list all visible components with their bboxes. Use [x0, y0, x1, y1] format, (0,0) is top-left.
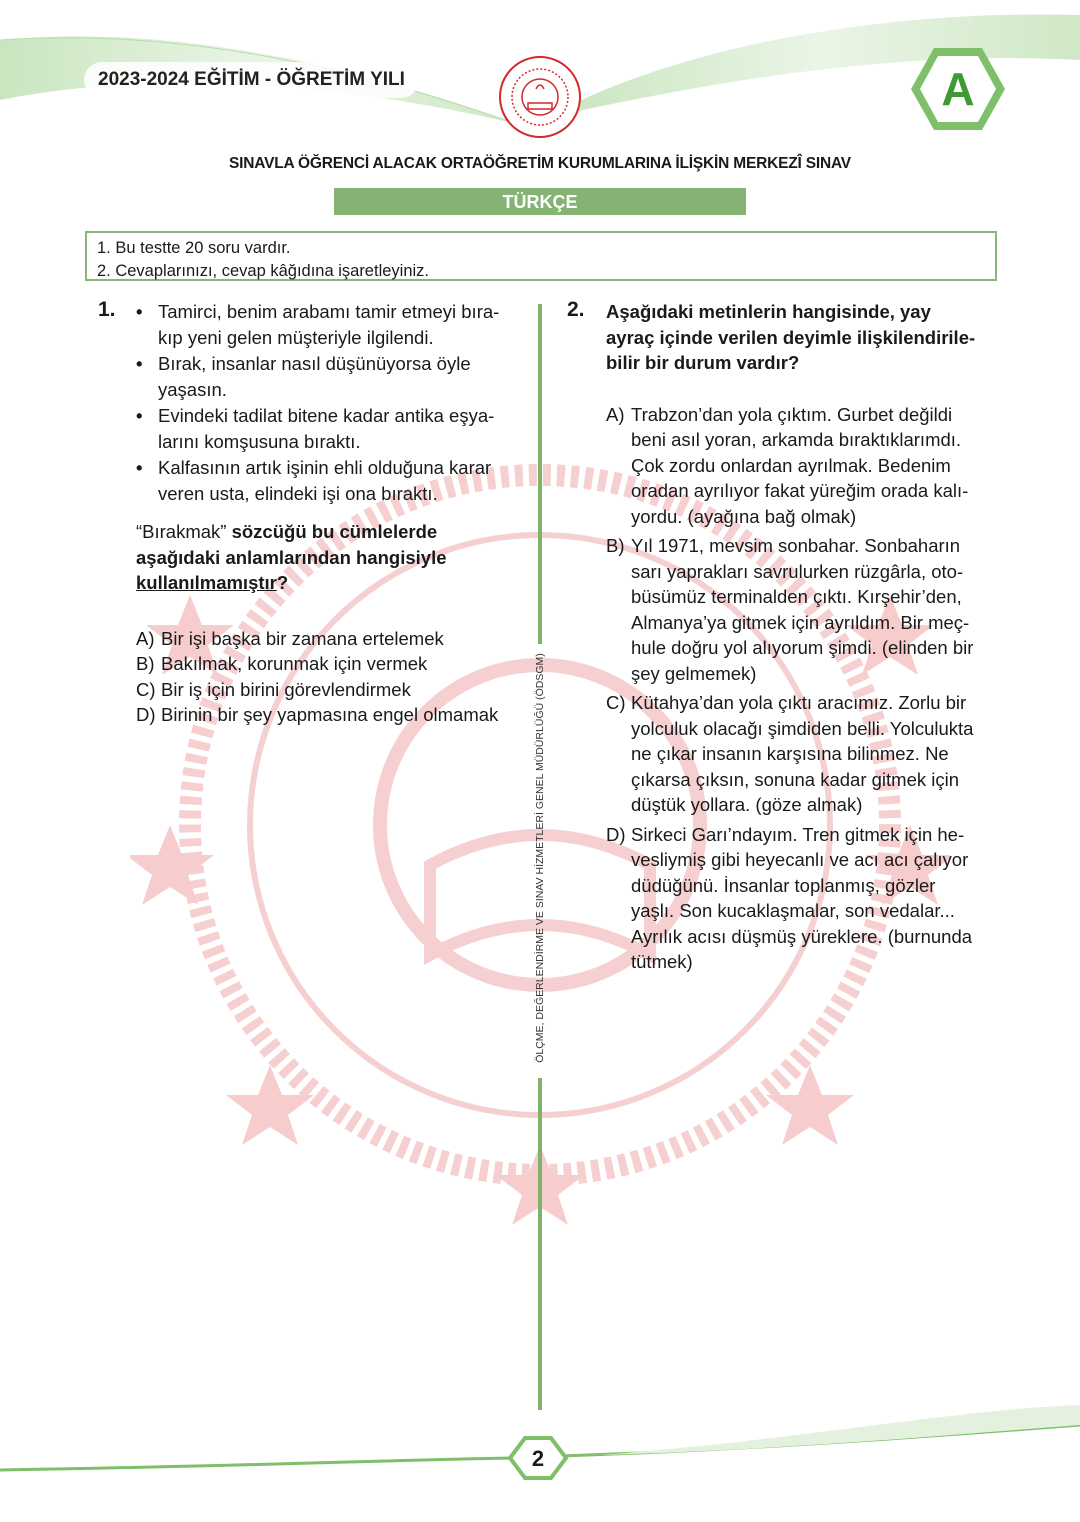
- option-letter: D): [606, 823, 626, 845]
- option-line: oradan ayrılıyor fakat yüreğim orada kalı-: [631, 480, 969, 501]
- option-letter: C): [136, 678, 156, 700]
- option-a: [606, 402, 1006, 530]
- question-2-stem: [606, 299, 1006, 376]
- stem-quote: “Bırakmak”: [136, 521, 227, 542]
- option-line: düştük yollara. (göze almak): [631, 794, 863, 815]
- option-line: yolculuk olacağı şimdiden belli. Yolculukta: [631, 717, 974, 739]
- question-1: [136, 299, 536, 728]
- option-line: Kütahya’dan yola çıktı aracımız. Zorlu bir: [631, 692, 967, 713]
- option-letter: D): [136, 704, 156, 725]
- bullet-sentence: [136, 455, 536, 506]
- option-line: Çok zordu onlardan ayrılmak. Bedenim: [631, 454, 951, 476]
- instruction-1: 1. Bu testte 20 soru vardır.: [97, 239, 291, 257]
- option-letter: B): [136, 653, 155, 674]
- option-line: sarı yaprakları savrulurken rüzgârla, oto-: [631, 560, 964, 582]
- booklet-letter: A: [941, 63, 975, 115]
- option-b: [136, 651, 536, 677]
- bullet-line: • Kalfasının artık işinin ehli olduğuna karar: [158, 457, 492, 478]
- stem-underlined: kullanılmamıştır: [136, 572, 277, 593]
- option-text: Bakılmak, korunmak için vermek: [161, 653, 428, 674]
- option-letter: B): [606, 535, 625, 556]
- side-text: ÖLÇME, DEĞERLENDİRME VE SINAV HİZMETLERİ GENEL MÜDÜRLÜĞÜ (ÖDSGM): [534, 653, 546, 1063]
- ministry-logo: [498, 55, 582, 139]
- bullet-line: • Tamirci, benim arabamı tamir etmeyi bıra-: [158, 301, 500, 322]
- instruction-2: 2. Cevaplarınızı, cevap kâğıdına işaretleyiniz.: [97, 262, 430, 280]
- option-letter: A): [136, 627, 155, 649]
- option-line: ne çıkar insanın karşısına bilinmez. Ne: [631, 743, 949, 764]
- question-1-bullets: [136, 299, 536, 506]
- option-line: Yıl 1971, mevsim sonbahar. Sonbaharın: [631, 535, 961, 556]
- option-line: yaşlı. Son kucaklaşmalar, son vedalar...: [631, 900, 955, 921]
- option-b: [606, 533, 1006, 686]
- option-line: büsümüz terminalden çıktı. Kırşehir’den,: [631, 586, 962, 607]
- question-1-options: [136, 626, 536, 728]
- bullet-line: • Bırak, insanlar nasıl düşünüyorsa öyle: [158, 353, 471, 374]
- column-divider-top: [538, 304, 542, 644]
- option-d: [606, 822, 1006, 975]
- option-letter: C): [606, 692, 626, 713]
- option-text: Bir iş için birini görevlendirmek: [161, 678, 411, 700]
- option-letter: A): [606, 403, 625, 425]
- option-a: [136, 626, 536, 652]
- option-line: çıkarsa çıksın, sonuna kadar gitmek için: [631, 768, 960, 790]
- option-line: Sirkeci Garı’ndayım. Tren gitmek için he-: [631, 823, 965, 845]
- option-line: yordu. (ayağına bağ olmak): [631, 505, 857, 527]
- column-divider-bottom: [538, 1078, 542, 1410]
- option-line: düdüğünü. İnsanlar toplanmış, gözler: [631, 874, 936, 896]
- bullet-sentence: [136, 351, 536, 402]
- exam-title: SINAVLA ÖĞRENCİ ALACAK ORTAÖĞRETİM KURUMLARINA İLİŞKİN MERKEZÎ SINAV: [229, 155, 851, 172]
- option-line: Trabzon’dan yola çıktım. Gurbet değildi: [631, 403, 953, 425]
- option-line: Almanya’ya gitmek için ayrıldım. Bir meç-: [631, 611, 970, 633]
- bullet-sentence: [136, 403, 536, 454]
- stem-line: ayraç içinde verilen deyimle ilişkilendirile-: [606, 326, 976, 348]
- bullet-line: yaşasın.: [158, 378, 227, 400]
- option-line: tütmek): [631, 951, 693, 972]
- subject-banner: TÜRKÇE: [334, 188, 746, 215]
- option-c: [606, 690, 1006, 818]
- option-line: Ayrılık acısı düşmüş yüreklere. (burnunda: [631, 925, 973, 947]
- bullet-line: • Evindeki tadilat bitene kadar antika eşya-: [158, 405, 495, 426]
- page-number: 2: [531, 1446, 545, 1471]
- question-1-stem: [136, 519, 536, 596]
- option-line: hule doğru yol alıyorum şimdi. (elinden bir: [631, 637, 974, 658]
- option-line: beni asıl yoran, arkamda bıraktıklarımdı.: [631, 429, 962, 450]
- option-line: vesliymiş gibi heyecanlı ve acı acı çalıyor: [631, 849, 969, 870]
- stem-line: Aşağıdaki metinlerin hangisinde, yay: [606, 301, 931, 322]
- option-c: [136, 677, 536, 703]
- stem-qmark: ?: [276, 572, 289, 593]
- option-text: Birinin bir şey yapmasına engel olmamak: [161, 704, 499, 725]
- question-2-options: [606, 402, 1006, 975]
- question-1-number: 1.: [98, 298, 116, 321]
- bullet-line: larını komşusuna bıraktı.: [158, 430, 361, 452]
- bullet-sentence: [136, 299, 536, 350]
- stem-line-1: sözcüğü bu cümlelerde: [226, 521, 438, 542]
- option-d: [136, 702, 536, 728]
- bullet-line: veren usta, elindeki işi ona bıraktı.: [158, 482, 438, 504]
- option-line: şey gelmemek): [631, 662, 757, 684]
- option-text: Bir işi başka bir zamana ertelemek: [161, 627, 444, 649]
- instructions-box: [85, 231, 997, 281]
- school-year: 2023-2024 EĞİTİM - ÖĞRETİM YILI: [84, 62, 419, 98]
- bullet-line: kıp yeni gelen müşteriyle ilgilendi.: [158, 326, 434, 348]
- stem-line: bilir bir durum vardır?: [606, 352, 800, 373]
- question-2: [606, 299, 1006, 979]
- question-2-number: 2.: [567, 298, 585, 321]
- stem-line-2: aşağıdaki anlamlarından hangisiyle: [136, 546, 447, 568]
